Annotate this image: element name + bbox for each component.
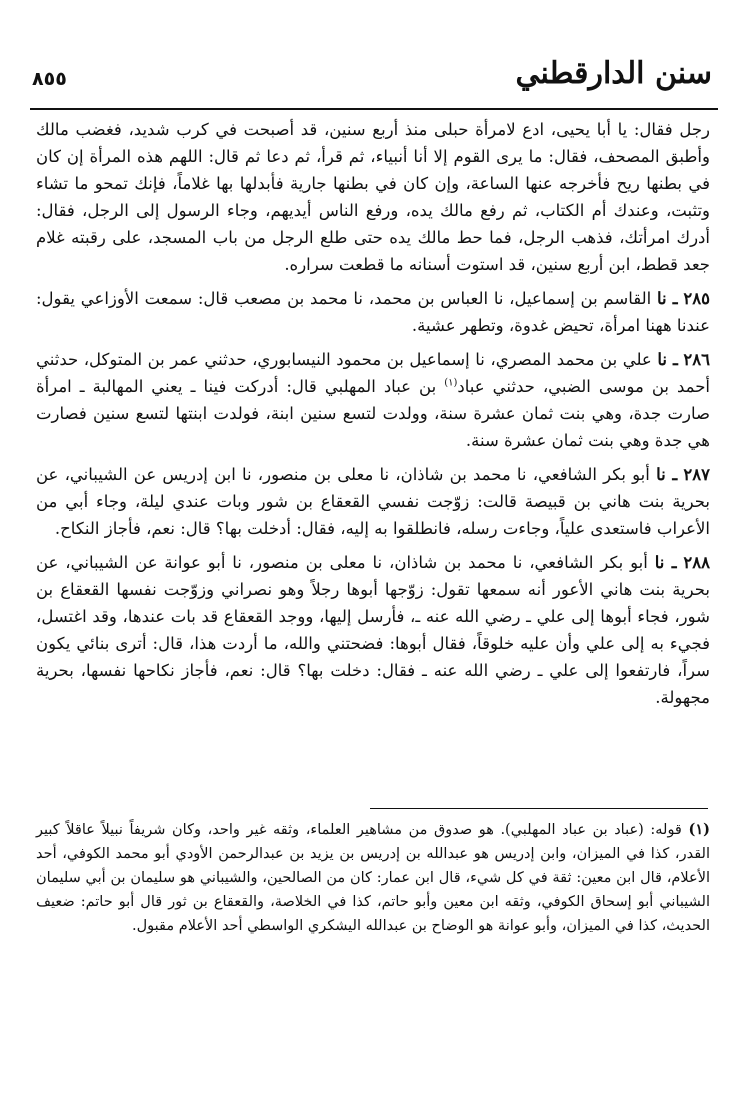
hadith-text: أبو بكر الشافعي، نا محمد بن شاذان، نا معلى بن منصور، نا ابن إدريس عن الشيباني، عن بحرية بنت هاني بن قبيصة قالت: زوّجت نفسي القعقاع بن شور وبات عندي ليلة، وجاء أبي من الأعراب فاستعدى علياً، وجاءت رسله، فانطلقوا به إليه، فقال: أدخلت بها؟ قال: نعم، فأجاز النكاح. <box>36 465 710 538</box>
footnote-text: قوله: (عباد بن عباد المهلبي). هو صدوق من مشاهير العلماء، وثقه غير واحد، وكان شريفاً نبيلاً عاقلاً كبير القدر، كذا في الميزان، وابن إدريس هو عبدالله بن إدريس بن يزيد بن عبدالرحمن الأودي أبو محمد الكوفي، أحد الأعلام، قال ابن معين: ثقة في كل شيء، قال ابن عمار: كان من الصالحين، والشيباني هو سليمان بن أبي سليمان الشيباني أبو إسحاق الكوفي، وثقه ابن معين وأبو حاتم، كذا في الخلاصة، والقعقاع بن ثور قال أبو حاتم: ضعيف الحديث، كذا في الميزان، وأبو عوانة هو الوضاح بن عبدالله اليشكري الواسطي أحد الأعلام مقبول. <box>36 822 711 934</box>
hadith-286: ٢٨٦ ـ نا علي بن محمد المصري، نا إسماعيل بن محمود النيسابوري، حدثني عمر بن المتوكل، حدثني أحمد بن موسى الضبي، حدثني عباد$^{(١)}$ بن عباد المهلبي قال: أدركت فينا ـ يعني المهالبة ـ امرأة صارت جدة، وهي بنت ثمان عشرة سنة، وولدت لتسع سنين ابنة، فولدت ابنتها لتسع سنين فصارت هي جدة وهي بنت ثمان عشرة سنة. <box>36 350 711 450</box>
paragraph-continuation: رجل فقال: يا أبا يحيى، ادع لامرأة حبلى منذ أربع سنين، قد أصبحت في كرب شديد، فغضب مالك وأطبق المصحف، فقال: ما يرى القوم إلا أنا أنبياء، ثم قرأ، ثم دعا ثم قال: اللهم هذه المرأة إن كان في بطنها ريح فأخرجه عنها الساعة، وإن كان في بطنها جارية فأبدلها بها غلاماً، فإنك تمحو ما تشاء وتثبت، وعندك أم الكتاب، ثم رفع مالك يده، ورفع الناس أيديهم، وجاء الرسول إلى الرجل، فقال: أدرك امرأتك، فذهب الرجل، فما حط مالك يده حتى طلع الرجل من باب المسجد، على رقبته غلام جعد قطط، ابن أربع سنين، قد استوت أسنانه ما قطعت سراره. <box>36 120 711 274</box>
footnote-1 <box>36 818 710 938</box>
narration-marker: نا <box>656 289 667 308</box>
narration-marker: نا <box>654 553 665 572</box>
hadith-number: ٢٨٥ <box>683 289 710 308</box>
footnote-reference[interactable]: (١) <box>444 377 458 389</box>
hadith-number: ٢٨٨ <box>683 553 711 572</box>
hadith-text: أبو بكر الشافعي، نا محمد بن شاذان، نا معلى بن منصور، نا أبو عوانة عن الشيباني، عن بحرية بنت هاني الأعور أنه سمعها تقول: زوّجها أبوها رجلاً وهو نصراني وزوّجت نفسها القعقاع بن شور، فجاء أبوها إلى علي ـ رضي الله عنه ـ، فأرسل إليها، ووجد القعقاع قد بات عندها، وقد اغتسل، فجيء به إلى علي وأن عليه خلوقاً، فقال أبوها: فضحتني والله، ما أردت هذا، قال: أترى بنائي يكون سراً، فارتفعوا إلى علي ـ رضي الله عنه ـ فقال: دخلت بها؟ قال: نعم، فأجاز نكاحها نفسها، بحرية مجهولة. <box>36 553 710 707</box>
hadith-285: ٢٨٥ ـ نا القاسم بن إسماعيل، نا العباس بن محمد، نا محمد بن مصعب قال: سمعت الأوزاعي يقول: عندنا ههنا امرأة، تحيض غدوة، وتطهر عشية. <box>36 289 710 335</box>
narration-marker: نا <box>657 350 667 369</box>
hadith-text: بن عباد المهلبي قال: أدركت فينا ـ يعني المهالبة ـ امرأة صارت جدة، وهي بنت ثمان عشرة سنة، وولدت لتسع سنين ابنة، فولدت ابنتها لتسع سنين فصارت هي جدة وهي بنت ثمان عشرة سنة. <box>36 377 710 450</box>
hadith-text: القاسم بن إسماعيل، نا العباس بن محمد، نا محمد بن مصعب قال: سمعت الأوزاعي يقول: عندنا ههنا امرأة، تحيض غدوة، وتطهر عشية. <box>36 289 710 335</box>
hadith-287: ٢٨٧ ـ نا أبو بكر الشافعي، نا محمد بن شاذان، نا معلى بن منصور، نا ابن إدريس عن الشيباني، عن بحرية بنت هاني بن قبيصة قالت: زوّجت نفسي القعقاع بن شور وبات عندي ليلة، وجاء أبي من الأعراب فاستعدى علياً، وجاءت رسله، فانطلقوا به إليه، فقال: أدخلت بها؟ قال: نعم، فأجاز النكاح. <box>36 465 710 538</box>
book-title: سنن الدارقطني <box>515 56 712 91</box>
hadith-288: ٢٨٨ ـ نا أبو بكر الشافعي، نا محمد بن شاذان، نا معلى بن منصور، نا أبو عوانة عن الشيباني، عن بحرية بنت هاني الأعور أنه سمعها تقول: زوّجها أبوها رجلاً وهو نصراني وزوّجت نفسها القعقاع بن شور، فجاء أبوها إلى علي ـ رضي الله عنه ـ، فأرسل إليها، ووجد القعقاع قد بات عندها، وقد اغتسل، فجيء به إلى علي وأن عليه خلوقاً، فقال أبوها: فضحتني والله، ما أردت هذا، قال: أترى بنائي يكون سراً، فارتفعوا إلى علي ـ رضي الله عنه ـ فقال: دخلت بها؟ قال: نعم، فأجاز نكاحها نفسها، بحرية مجهولة. <box>36 553 711 707</box>
narration-marker: نا <box>656 465 666 484</box>
hadith-number: ٢٨٧ <box>683 465 710 484</box>
hadith-number: ٢٨٦ <box>683 350 711 369</box>
page-header <box>30 56 718 108</box>
header-divider <box>30 108 718 110</box>
footnote-number: (١) <box>688 821 711 838</box>
main-text <box>36 116 710 711</box>
footnote-divider <box>370 808 708 809</box>
page-number: ٨٥٥ <box>32 68 67 90</box>
footnotes <box>36 818 710 938</box>
hadith-text: علي بن محمد المصري، نا إسماعيل بن محمود النيسابوري، حدثني عمر بن المتوكل، حدثني أحمد بن موسى الضبي، حدثني عباد <box>36 350 710 396</box>
